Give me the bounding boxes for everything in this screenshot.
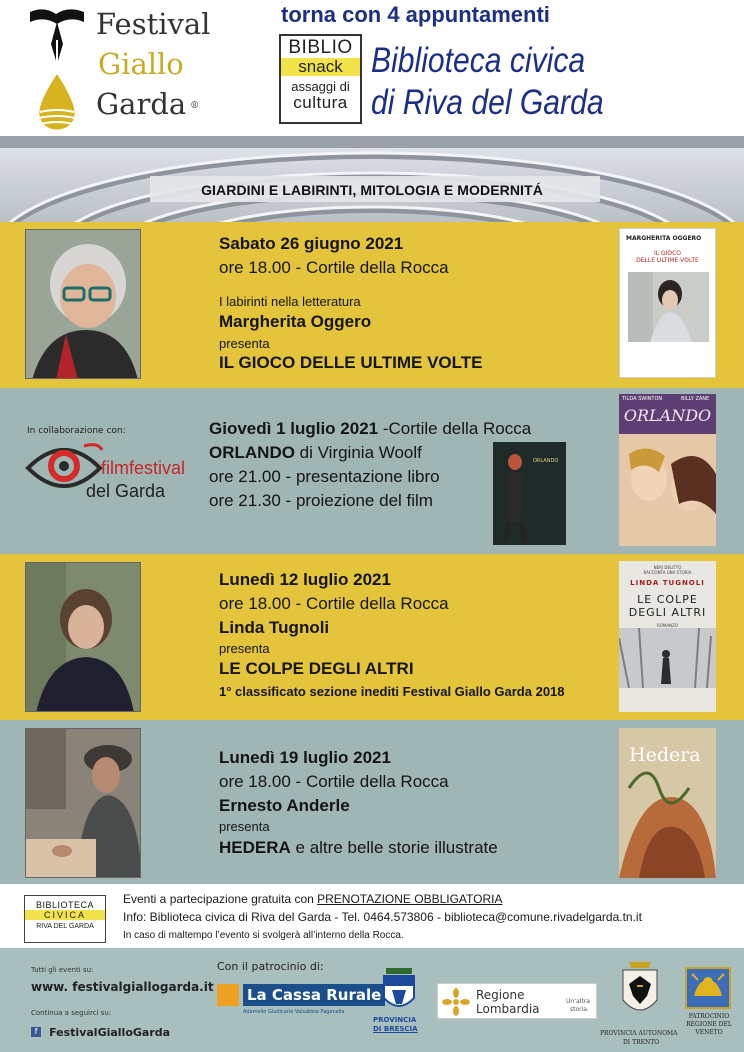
event-2-date-line <box>209 419 531 439</box>
regione-veneto-lion-icon <box>684 966 732 1010</box>
labyrinth-banner <box>0 136 744 222</box>
trento-label-2: DI TRENTO <box>623 1039 660 1046</box>
event-4-time-place: ore 18.00 - Cortile della Rocca <box>219 772 449 791</box>
facebook-handle: FestivalGialloGarda <box>49 1026 171 1039</box>
cover-author: LINDA TUGNOLI <box>630 579 705 587</box>
event-3-date: Lunedì 12 luglio 2021 <box>219 570 391 589</box>
cover-author: MARGHERITA OGGERO <box>626 235 702 242</box>
event-2-title: ORLANDO <box>209 443 295 462</box>
event-4-date: Lunedì 19 luglio 2021 <box>219 748 391 767</box>
regione-word: Regione <box>476 988 525 1002</box>
cover-top: NERI DELITTO <box>653 565 682 570</box>
event-4-author: Ernesto Anderle <box>219 796 350 815</box>
lombardia-rose-icon <box>442 988 470 1016</box>
event-4-title-line <box>219 838 498 858</box>
cassa-rurale-logo <box>217 984 382 1020</box>
photo-margherita-oggero <box>25 229 141 379</box>
cover-image <box>620 272 716 352</box>
event-1-topic: I labirinti nella letteratura <box>219 294 361 309</box>
bc-line-3: RIVA DEL GARDA <box>36 923 94 930</box>
assaggi-word: assaggi di <box>291 79 350 94</box>
follow-label: Continua a seguirci su: <box>31 1009 112 1017</box>
festival-word: Festival <box>96 7 211 41</box>
book-cover-hedera <box>619 728 716 878</box>
cassa-rurale-sub: Adamello Giudicarie Valsabbia Paganella <box>243 1009 345 1015</box>
event-4-verb: presenta <box>219 819 270 834</box>
cover-title-1: IL GIOCO <box>653 250 682 257</box>
cover-title-2: DELLE ULTIME VOLTE <box>636 257 699 264</box>
snack-word: snack <box>281 58 360 76</box>
filmfestival-name-1: filmfestival <box>101 458 186 478</box>
theme-title: GIARDINI E LABIRINTI, MITOLOGIA E MODERNITÁ <box>201 182 543 198</box>
event-3-time-place: ore 18.00 - Cortile della Rocca <box>219 594 449 613</box>
brescia-label-1: PROVINCIA <box>373 1016 417 1024</box>
headline: torna con 4 appuntamenti <box>281 2 550 27</box>
info-line-1-text: Eventi a partecipazione gratuita con <box>123 892 318 906</box>
event-2-line-1: ore 21.00 - presentazione libro <box>209 467 440 486</box>
festival-logo-icon <box>26 4 88 134</box>
portrait-illustration <box>26 230 141 379</box>
poster-title: ORLANDO <box>623 406 712 425</box>
trento-label-1: PROVINCIA AUTONOMA <box>600 1030 678 1037</box>
event-3-author: Linda Tugnoli <box>219 618 330 637</box>
provincia-brescia-crest-icon <box>378 964 420 1016</box>
event-3-verb: presenta <box>219 641 270 656</box>
book-cover-il-gioco <box>619 228 716 378</box>
veneto-label-1: PATROCINIO <box>688 1013 730 1020</box>
lombardia-word: Lombardia <box>476 1002 540 1016</box>
info-line-3: In caso di maltempo l’evento si svolgerà all’interno della Rocca. <box>123 930 404 941</box>
movie-poster-orlando <box>619 394 716 546</box>
biblio-word: BIBLIO <box>288 37 353 58</box>
library-line-1: Biblioteca civica <box>371 41 586 80</box>
bc-line-2: CIVICA <box>25 910 105 920</box>
biblio-snack-logo <box>279 34 362 124</box>
facebook-icon: f <box>31 1027 41 1037</box>
brescia-label-2: DI BRESCIA <box>373 1025 418 1033</box>
veneto-label-3: VENETO <box>695 1029 723 1036</box>
poster-actor-1: TILDA SWINTON <box>622 396 663 402</box>
altra-storia-2: storia. <box>570 1006 589 1013</box>
info-line-2: Info: Biblioteca civica di Riva del Garda - Tel. 0464.573806 - biblioteca@comune.rivadelgarda.tn.it <box>123 910 642 924</box>
cover-top-2: RACCONTA UNA STORIA <box>643 570 692 575</box>
cover-title-1: LE COLPE <box>637 593 698 606</box>
event-1-time-place: ore 18.00 - Cortile della Rocca <box>219 258 449 277</box>
cultura-word: cultura <box>293 93 348 112</box>
photo-linda-tugnoli <box>25 562 141 712</box>
portrait-illustration <box>26 563 141 712</box>
photo-ernesto-anderle <box>25 728 141 878</box>
event-1-date: Sabato 26 giugno 2021 <box>219 234 404 253</box>
giallo-word: Giallo <box>98 47 184 81</box>
facebook-link[interactable] <box>31 1021 170 1040</box>
event-1-author: Margherita Oggero <box>219 312 372 331</box>
library-title <box>371 40 604 124</box>
event-2-place: -Cortile della Rocca <box>378 419 532 438</box>
book-cover-orlando <box>493 442 566 545</box>
cassa-rurale-icon <box>217 984 239 1006</box>
poster-actor-2: BILLY ZANE <box>681 396 710 402</box>
orlando-cover-title: ORLANDO <box>533 458 559 464</box>
labyrinth-illustration <box>0 136 744 222</box>
website-link[interactable]: www. festivalgiallogarda.it <box>31 980 214 994</box>
event-2-title-line <box>209 443 422 463</box>
filmfestival-name-2: del Garda <box>86 481 166 501</box>
collab-label: In collaborazione con: <box>27 426 126 436</box>
cover-image <box>619 628 716 688</box>
book-cover-le-colpe <box>619 561 716 712</box>
event-3-note: 1° classificato sezione inediti Festival Giallo Garda 2018 <box>219 684 565 699</box>
festival-name <box>96 4 210 126</box>
event-2-date: Giovedì 1 luglio 2021 <box>209 419 379 438</box>
cassa-rurale-name: La Cassa Rurale <box>243 984 385 1006</box>
cover-title: Hedera <box>629 744 701 766</box>
events-label: Tutti gli eventi su: <box>31 966 94 974</box>
event-3-title: LE COLPE DEGLI ALTRI <box>219 659 414 678</box>
biblioteca-civica-logo <box>24 895 106 943</box>
registered-mark: ® <box>190 101 200 111</box>
event-4-title-rest: e altre belle storie illustrate <box>290 838 498 857</box>
regione-lombardia-logo <box>437 983 597 1019</box>
library-line-2: di Riva del Garda <box>371 83 604 122</box>
info-line-1 <box>123 892 503 906</box>
event-1-title: IL GIOCO DELLE ULTIME VOLTE <box>219 353 483 372</box>
booking-link[interactable]: PRENOTAZIONE OBBLIGATORIA <box>317 892 503 906</box>
cover-title-2: DEGLI ALTRI <box>628 606 707 619</box>
event-2-by: di Virginia Woolf <box>294 443 422 462</box>
portrait-illustration <box>26 729 141 878</box>
veneto-label-2: REGIONE DEL <box>686 1021 732 1028</box>
cover-label: ROMANZO <box>657 623 678 628</box>
garda-word: Garda ® <box>96 87 200 121</box>
patronage-label: Con il patrocinio di: <box>217 960 324 973</box>
bc-line-1: BIBLIOTECA <box>35 900 94 910</box>
event-2-line-2: ore 21.30 - proiezione del film <box>209 491 433 510</box>
altra-storia-1: Un’altra <box>566 998 590 1005</box>
event-1-verb: presenta <box>219 336 270 351</box>
provincia-trento-eagle-icon <box>619 960 661 1030</box>
event-4-title: HEDERA <box>219 838 291 857</box>
